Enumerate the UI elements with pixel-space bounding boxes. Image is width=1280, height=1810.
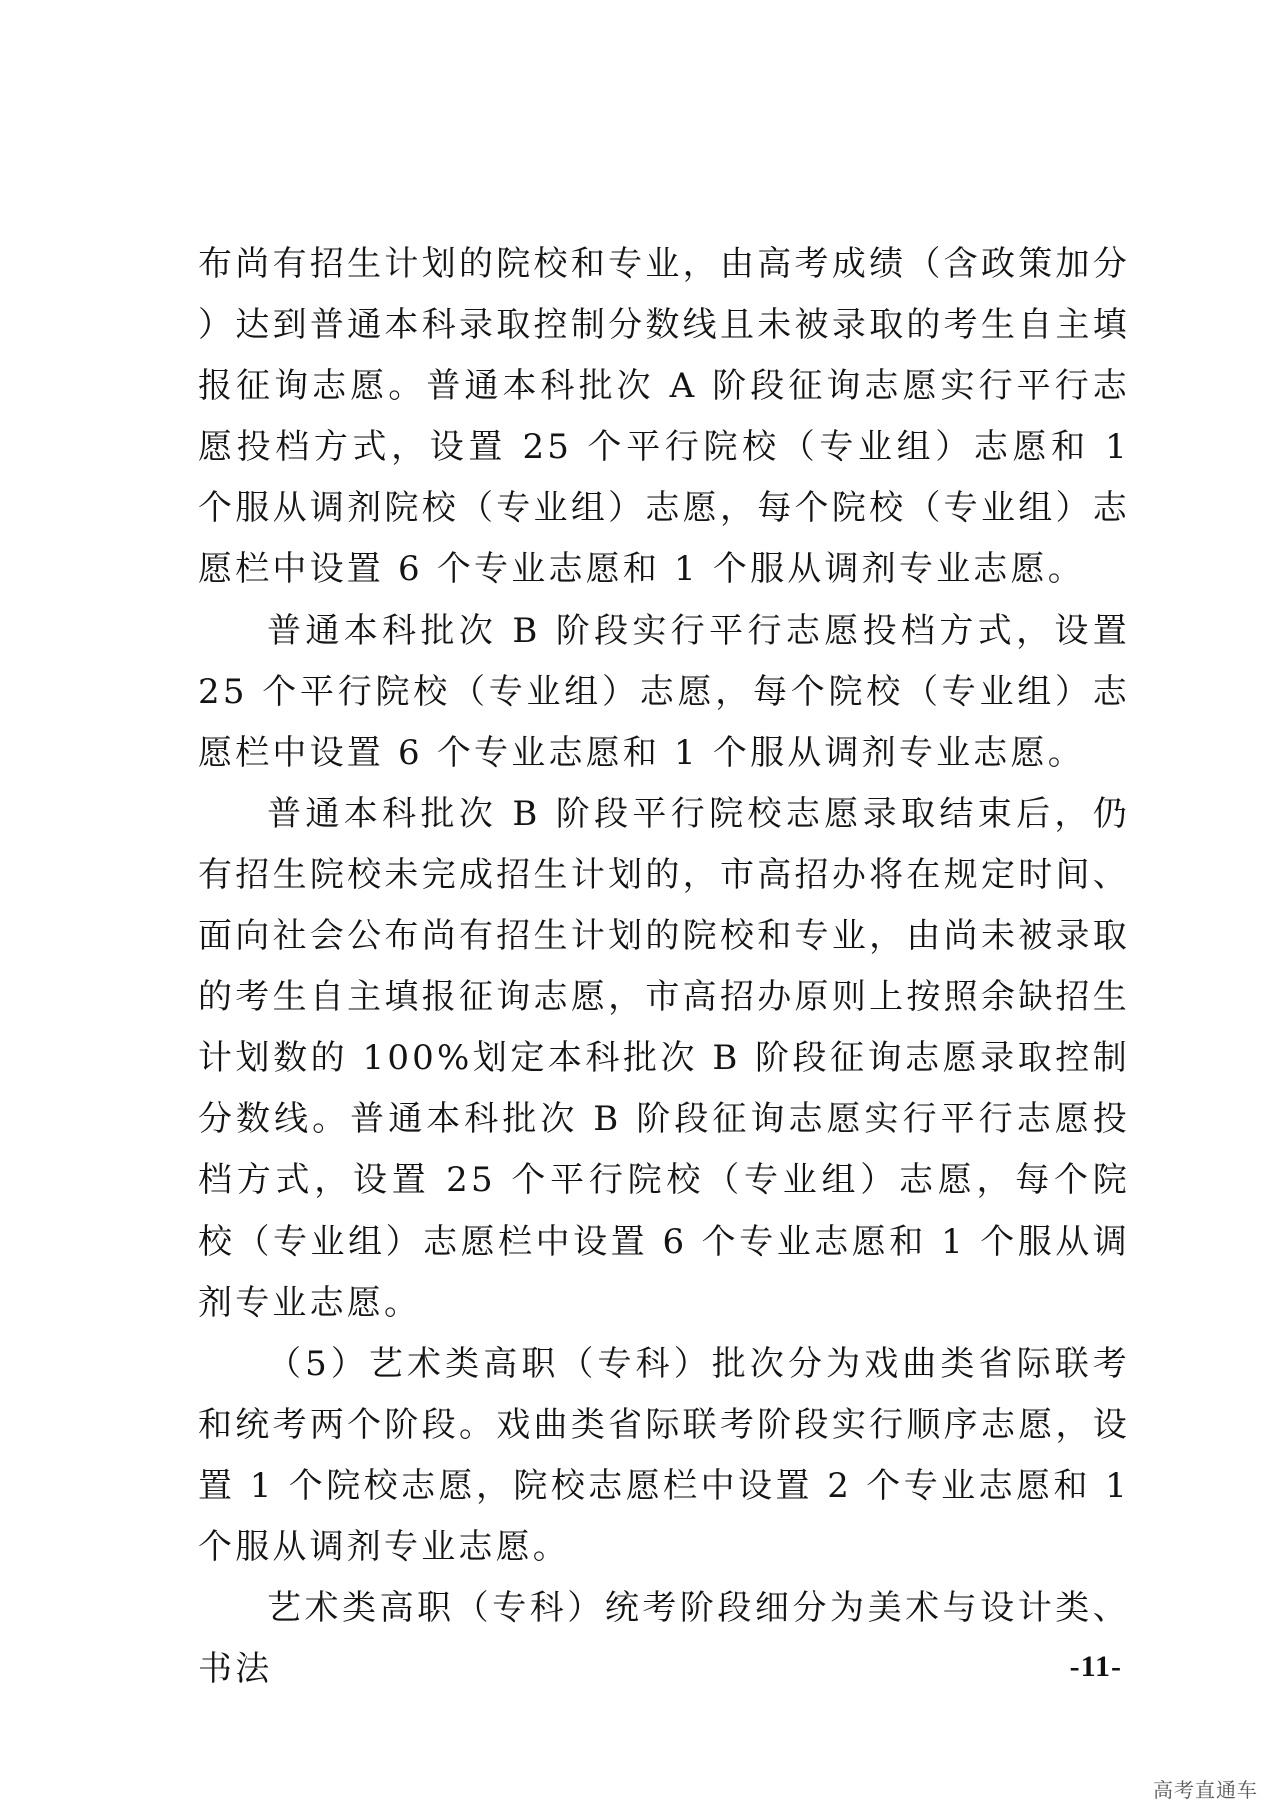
paragraph-continuation: 布尚有招生计划的院校和专业，由高考成绩（含政策加分）达到普通本科录取控制分数线且未被录取的考生自主填报征询志愿。普通本科批次 A 阶段征询志愿实行平行志愿投档方式，设置 25 个平行院校（专业组）志愿和 1 个服从调剂院校（专业组）志愿，每个院校（专业组）志愿栏中设置 6 个专业志愿和 1 个服从调剂专业志愿。 — [198, 244, 1130, 590]
paragraph-batch-b-parallel: 普通本科批次 B 阶段实行平行志愿投档方式，设置 25 个平行院校（专业组）志愿，每个院校（专业组）志愿栏中设置 6 个专业志愿和 1 个服从调剂专业志愿。 — [198, 610, 1130, 773]
watermark-text: 高考直通车 — [1153, 1778, 1258, 1802]
paragraph-art-unified-exam: 艺术类高职（专科）统考阶段细分为美术与设计类、书法 — [198, 1588, 1130, 1690]
paragraph-art-vocational-batch: （5）艺术类高职（专科）批次分为戏曲类省际联考和统考两个阶段。戏曲类省际联考阶段实行顺序志愿，设置 1 个院校志愿，院校志愿栏中设置 2 个专业志愿和 1 个服从调剂专业志愿。 — [198, 1343, 1130, 1567]
paragraph-batch-b-inquiry: 普通本科批次 B 阶段平行院校志愿录取结束后，仍有招生院校未完成招生计划的，市高招办将在规定时间、面向社会公布尚有招生计划的院校和专业，由尚未被录取的考生自主填报征询志愿，市高招办原则上按照余缺招生计划数的 100%划定本科批次 B 阶段征询志愿录取控制分数线。普通本科批次 B 阶段征询志愿实行平行志愿投档方式，设置 25 个平行院校（专业组）志愿，每个院校（专业组）志愿栏中设置 6 个专业志愿和 1 个服从调剂专业志愿。 — [198, 793, 1130, 1323]
document-body — [198, 234, 1130, 1700]
page-number: -11- — [1069, 1650, 1122, 1683]
